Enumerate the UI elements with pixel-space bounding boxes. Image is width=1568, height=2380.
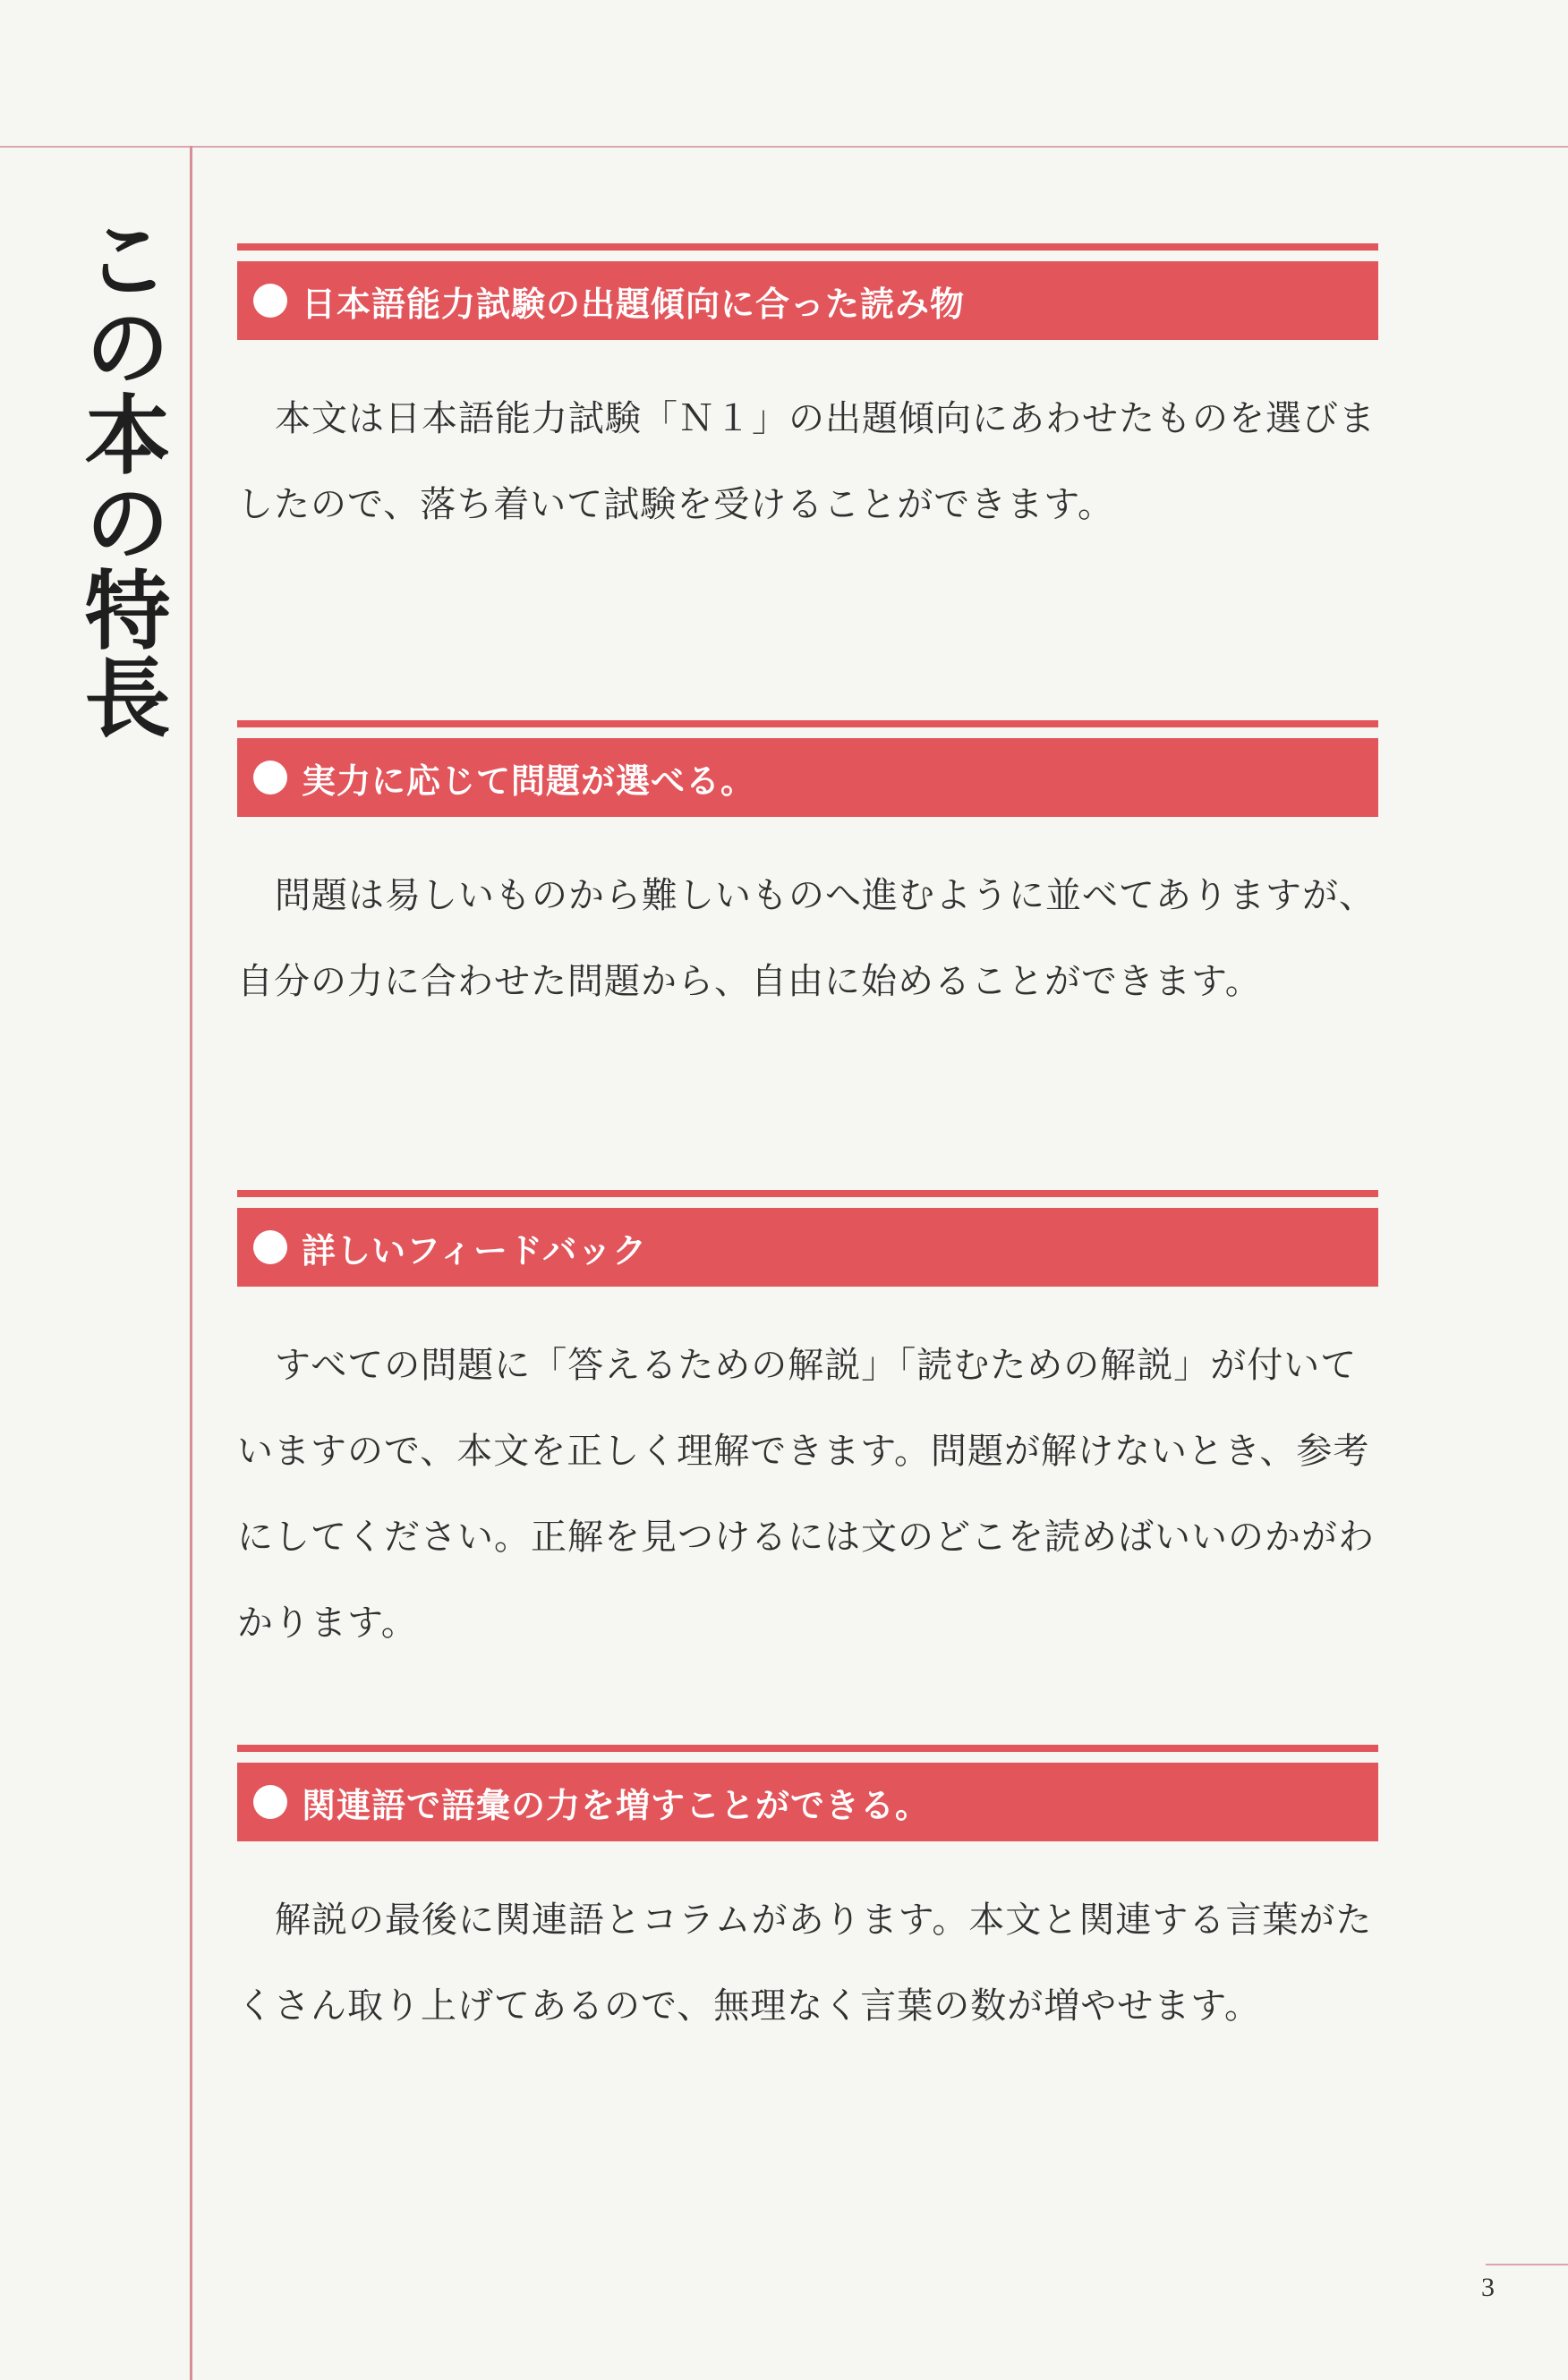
bullet-circle-icon xyxy=(253,1230,287,1264)
section-banner xyxy=(237,1745,1378,1841)
section-banner xyxy=(237,243,1378,340)
banner-bar xyxy=(237,1208,1378,1287)
section-heading: 関連語で語彙の力を増すことができる。 xyxy=(302,1785,931,1825)
section-body: 問題は易しいものから難しいものへ進むように並べてありますが、自分の力に合わせた問題から、自由に始めることができます。 xyxy=(237,875,1376,1002)
section-body: 本文は日本語能力試験「Ｎ１」の出題傾向にあわせたものを選びましたので、落ち着いて試験を受けることができます。 xyxy=(237,398,1376,525)
section-heading: 実力に応じて問題が選べる。 xyxy=(302,761,756,801)
bullet-circle-icon xyxy=(253,761,287,795)
section-banner xyxy=(237,720,1378,817)
top-rule xyxy=(0,146,1568,148)
page-number: 3 xyxy=(1481,2273,1495,2302)
section-body: すべての問題に「答えるための解説」「読むための解説」が付いていますので、本文を正しく理解できます。問題が解けないとき、参考にしてください。正解を見つけるには文のどこを読めばいいのかがわかります。 xyxy=(237,1345,1375,1644)
bullet-circle-icon xyxy=(253,1785,287,1819)
banner-top-line xyxy=(237,1190,1378,1197)
section-banner xyxy=(237,1190,1378,1287)
banner-top-line xyxy=(237,243,1378,251)
banner-top-line xyxy=(237,1745,1378,1752)
side-rule xyxy=(190,146,192,2380)
section-heading: 詳しいフィードバック xyxy=(302,1230,648,1271)
banner-bar xyxy=(237,1763,1378,1841)
bullet-circle-icon xyxy=(253,284,287,318)
feature-section xyxy=(237,720,1378,1060)
feature-section xyxy=(237,1745,1378,2085)
feature-section xyxy=(237,1190,1378,1702)
banner-bar xyxy=(237,261,1378,340)
section-heading: 日本語能力試験の出題傾向に合った読み物 xyxy=(302,284,966,324)
banner-bar xyxy=(237,738,1378,817)
section-body: 解説の最後に関連語とコラムがあります。本文と関連する言葉がたくさん取り上げてあるので、無理なく言葉の数が増やせます。 xyxy=(237,1900,1373,2027)
banner-top-line xyxy=(237,720,1378,727)
page-title: この本の特長 xyxy=(71,215,171,741)
footer-rule xyxy=(1486,2264,1568,2265)
feature-section xyxy=(237,243,1378,583)
